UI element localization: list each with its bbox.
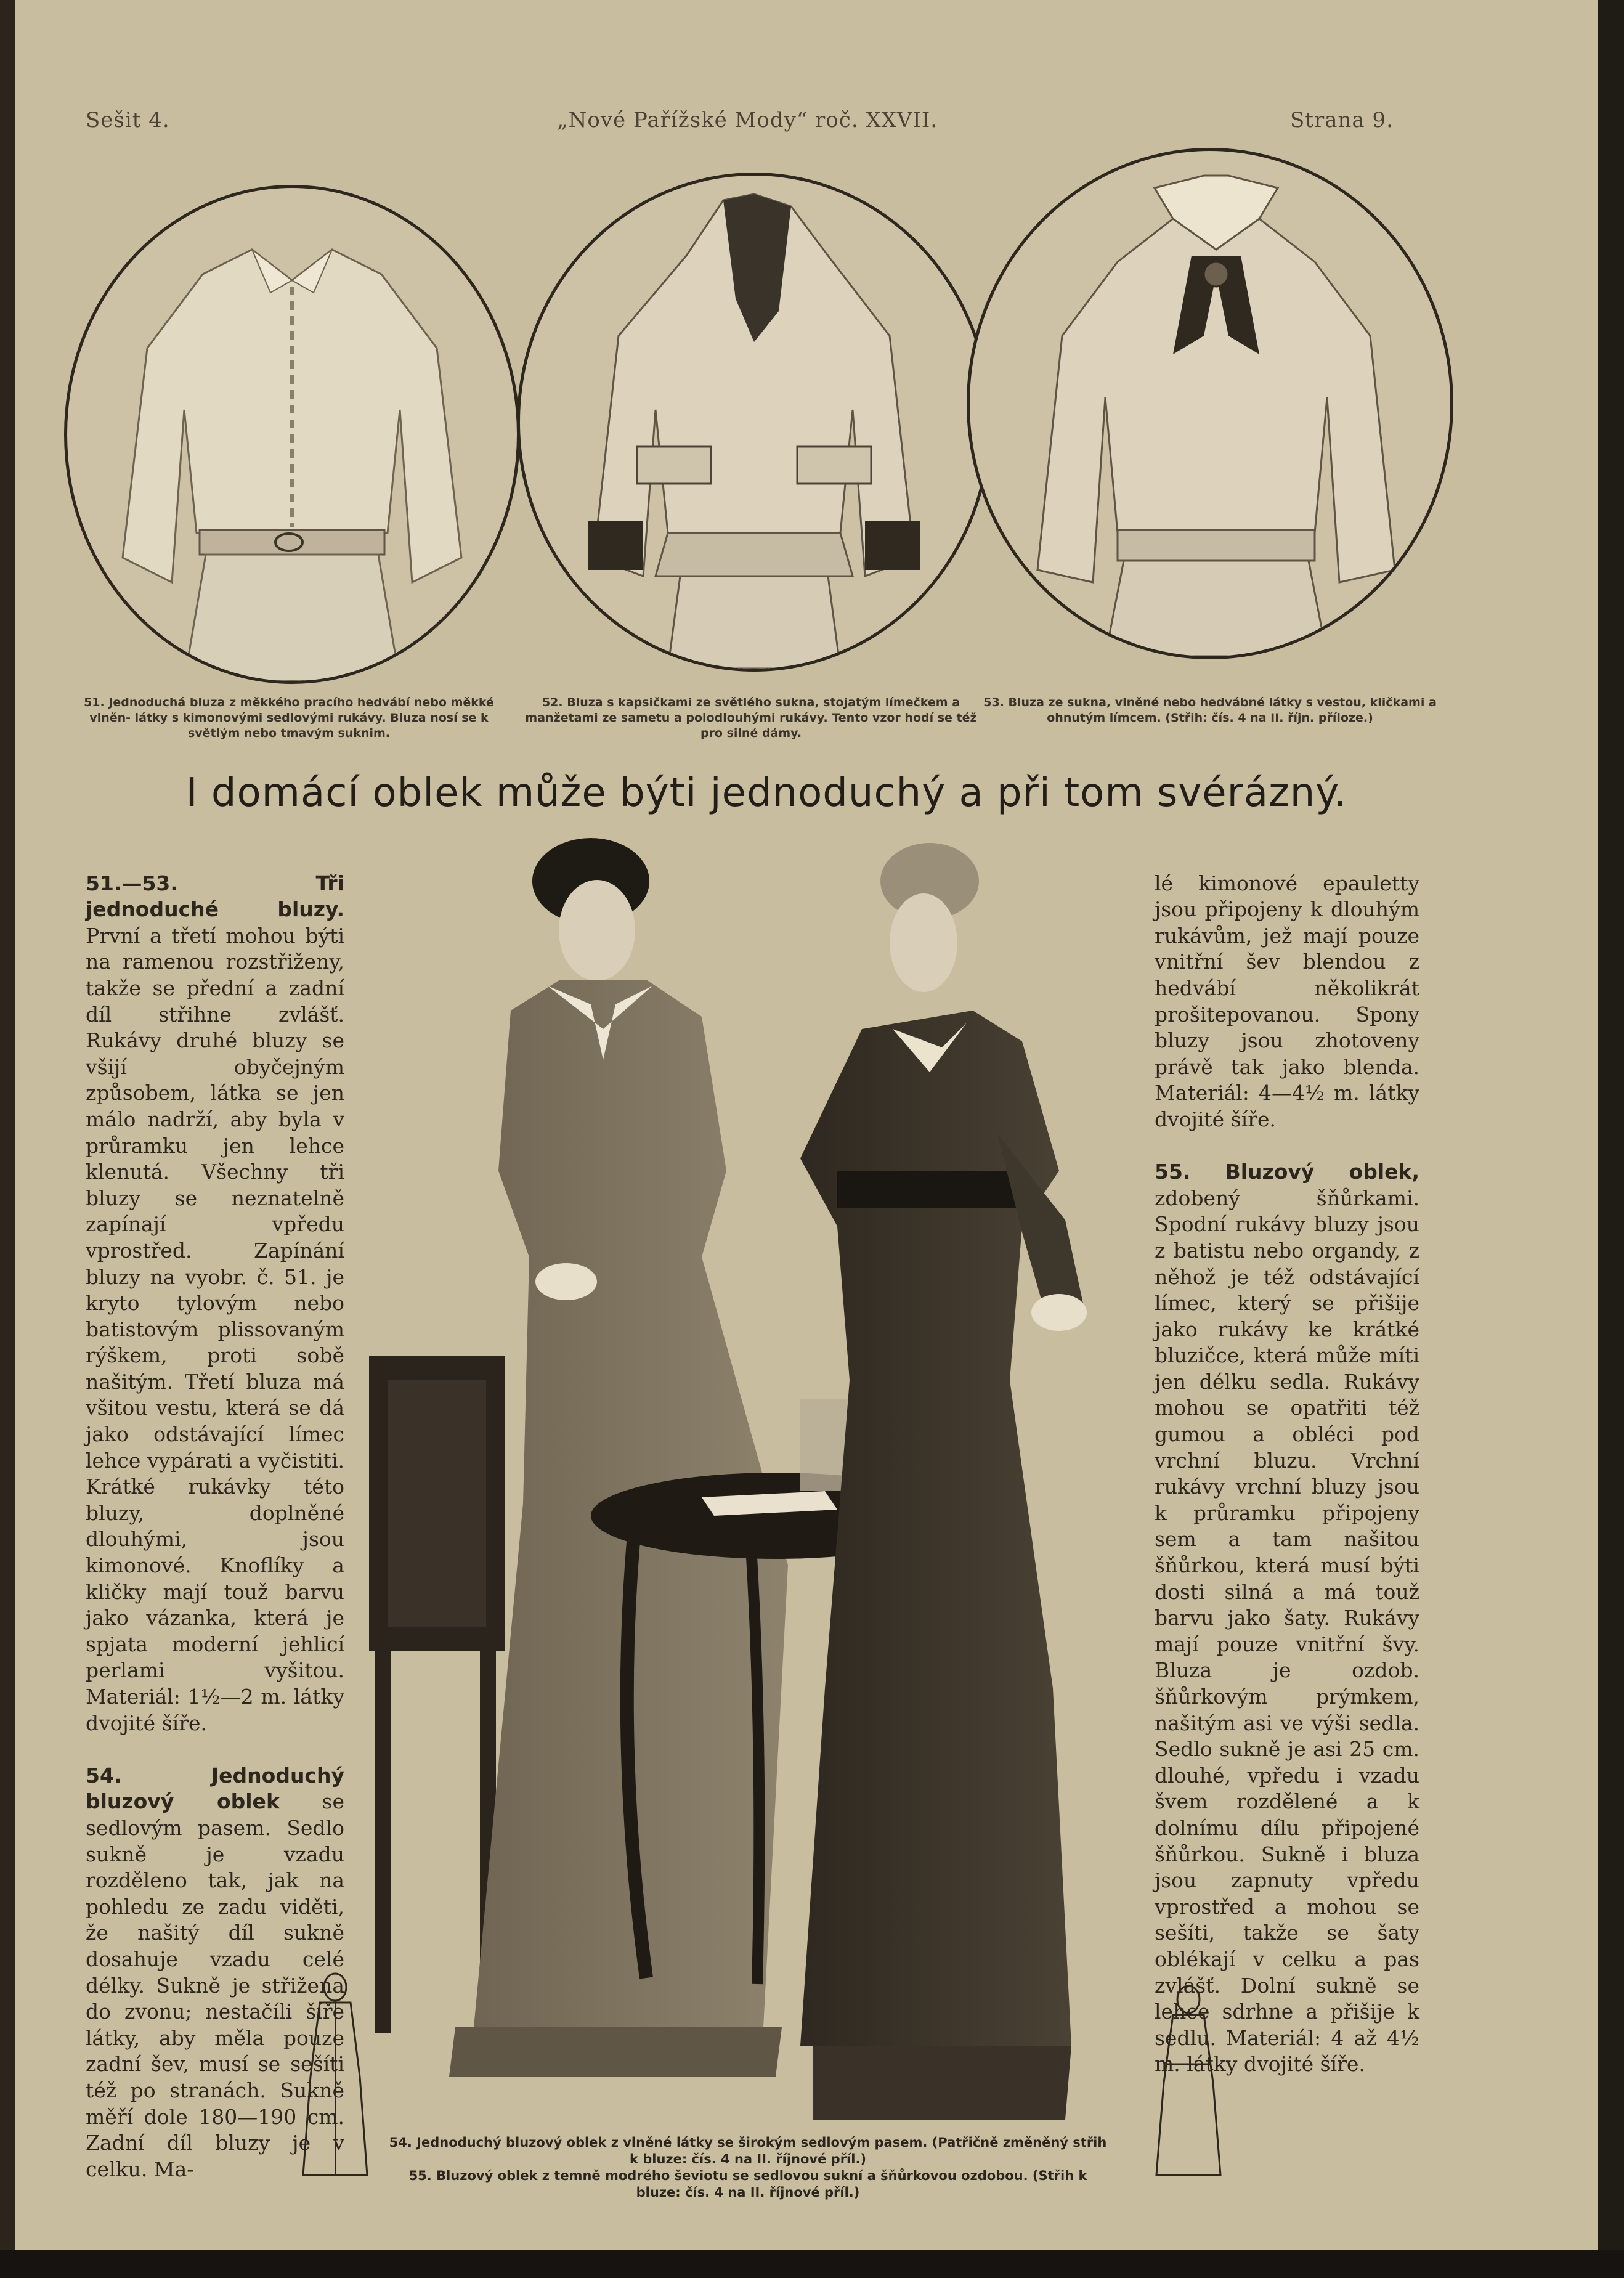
scan-border [0, 2250, 1624, 2278]
caption-51: 51. Jednoduchá bluza z měkkého pracího hedvábí nebo měkké vlněn- látky s kimonovými sedlovými rukávy. Bluza nosí se k světlým nebo tmavým suknim. [84, 696, 494, 740]
caption-52: 52. Bluza s kapsičkami ze světlého sukna, stojatým límečkem a manžetami ze sametu a polodlouhými rukávy. Tento vzor hodí se též pro silné dámy. [525, 696, 977, 740]
article-54-heading: 54. Jednoduchý bluzový oblek [86, 1763, 344, 1814]
illustration-53 [967, 148, 1453, 659]
photo-caption [384, 2134, 1111, 2201]
page-binding-edge [0, 0, 15, 2278]
article-55-body: zdobený šňůrkami. Spodní rukávy bluzy jsou z batistu nebo organdy, z něhož je též odstávající límec, který se přišije jako rukávy ke krátké bluzičce, která může míti jen délku sedla. Rukávy mohou se opatřiti též gumou a obléci pod vrchní bluzu. Vrchní rukávy vrchní bluzy jsou k průramku připojeny sem a tam našitou šňůrkou, která musí býti dosti silná a má touž barvu jako šaty. Rukávy mají pouze vnitřní švy. Bluza je ozdob. šňůrkovým prýmkem, našitým asi ve výši sedla. Sedlo sukně je asi 25 cm. dlouhé, vpředu i vzadu švem rozdělené a k dolnímu dílu připojené šňůrkou. Sukně i bluza jsou zapnuty vpředu vprostřed a mohou se sešíti, takže se šaty oblékají v celku a pas zvlášť. Dolní sukně se lehce sdrhne a přišije k sedlu. Materiál: 4 až 4½ m. látky dvojité šíře. [1155, 1186, 1419, 2077]
right-column-text [1155, 844, 1419, 2104]
illustration-51 [64, 185, 520, 684]
caption-53: 53. Bluza ze sukna, vlněné nebo hedvábné látky s vestou, kličkami a ohnutým límcem. (Střih: čís. 4 na II. říjn. příloze.) [983, 696, 1437, 725]
magazine-page [15, 0, 1598, 2250]
blouse-51-drawing [67, 188, 517, 681]
pattern-thumbnail-back-54 [298, 1972, 372, 2181]
issue-number: Sešit 4. [86, 108, 170, 132]
article-54-continued: lé kimonové epauletty jsou připojeny k dlouhým rukávům, jež mají pouze vnitřní šev blendou z hedvábí několikrát prošitepovanou. Spony bluzy jsou zhotoveny právě tak jako blenda. Materiál: 4—4½ m. látky dvojité šíře. [1155, 871, 1419, 1131]
photo-caption-55: 55. Bluzový oblek z temně modrého ševiotu se sedlovou sukní a šňůrkovou ozdobou. (Střih k bluze: čís. 4 na II. říjnové příl.) [408, 2168, 1087, 2200]
photo-caption-54: 54. Jednoduchý bluzový oblek z vlněné látky se širokým sedlovým pasem. (Patřičně změněný střih k bluze: čís. 4 na II. říjnové příl.) [389, 2135, 1107, 2166]
illustration-52 [517, 173, 991, 672]
page-number: Strana 9. [1290, 108, 1394, 132]
magazine-title: „Nové Pařížské Mody“ roč. XXVII. [557, 108, 938, 132]
article-55-heading: 55. Bluzový oblek, [1155, 1160, 1419, 1184]
article-51-53-heading: 51.—53. Tři jednoduché bluzy. [86, 871, 344, 922]
blouse-52-drawing [520, 176, 988, 669]
article-51-53 [86, 871, 344, 1737]
article-55 [1155, 1159, 1419, 2078]
article-51-53-body: První a třetí mohou býti na ramenou rozstřiženy, takže se přední a zadní díl střihne zvlášť. Rukávy druhé bluzy se všijí obyčejným způsobem, látka se jen málo nadrží, aby byla v průramku jen lehce klenutá. Všechny tři bluzy se neznatelně zapínají vpředu vprostřed. Zapínání bluzy na vyobr. č. 51. je kryto tylovým nebo batistovým plissovaným rýškem, proti sobě našitým. Třetí bluza má všitou vestu, která se dá jako odstávající límec lehce vypárati a vyčistiti. Krátké rukávky této bluzy, doplněné dlouhými, jsou kimonové. Knoflíky a kličky mají touž barvu jako vázanka, která je spjata moderní jehlicí perlami vyšitou. Materiál: 1½—2 m. látky dvojité šíře. [86, 923, 344, 1735]
photo-drawing [357, 826, 1164, 2187]
photo-two-women [357, 826, 1164, 2187]
blouse-53-drawing [970, 151, 1450, 656]
article-54-body: se sedlovým pasem. Sedlo sukně je vzadu rozděleno tak, jak na pohledu ze zadu viděti, že našitý díl sukně dosahuje vzadu celé délky. Sukně je střižena do zvonu; nestačíli šíře látky, aby měla pouze zadní šev, musí se sešíti též po stranách. Sukně měří dole 180—190 cm. Zadní díl bluzy je v celku. Ma- [86, 1789, 344, 2181]
page-headline: I domácí oblek může býti jednoduchý a při tom svérázný. [185, 770, 1347, 816]
